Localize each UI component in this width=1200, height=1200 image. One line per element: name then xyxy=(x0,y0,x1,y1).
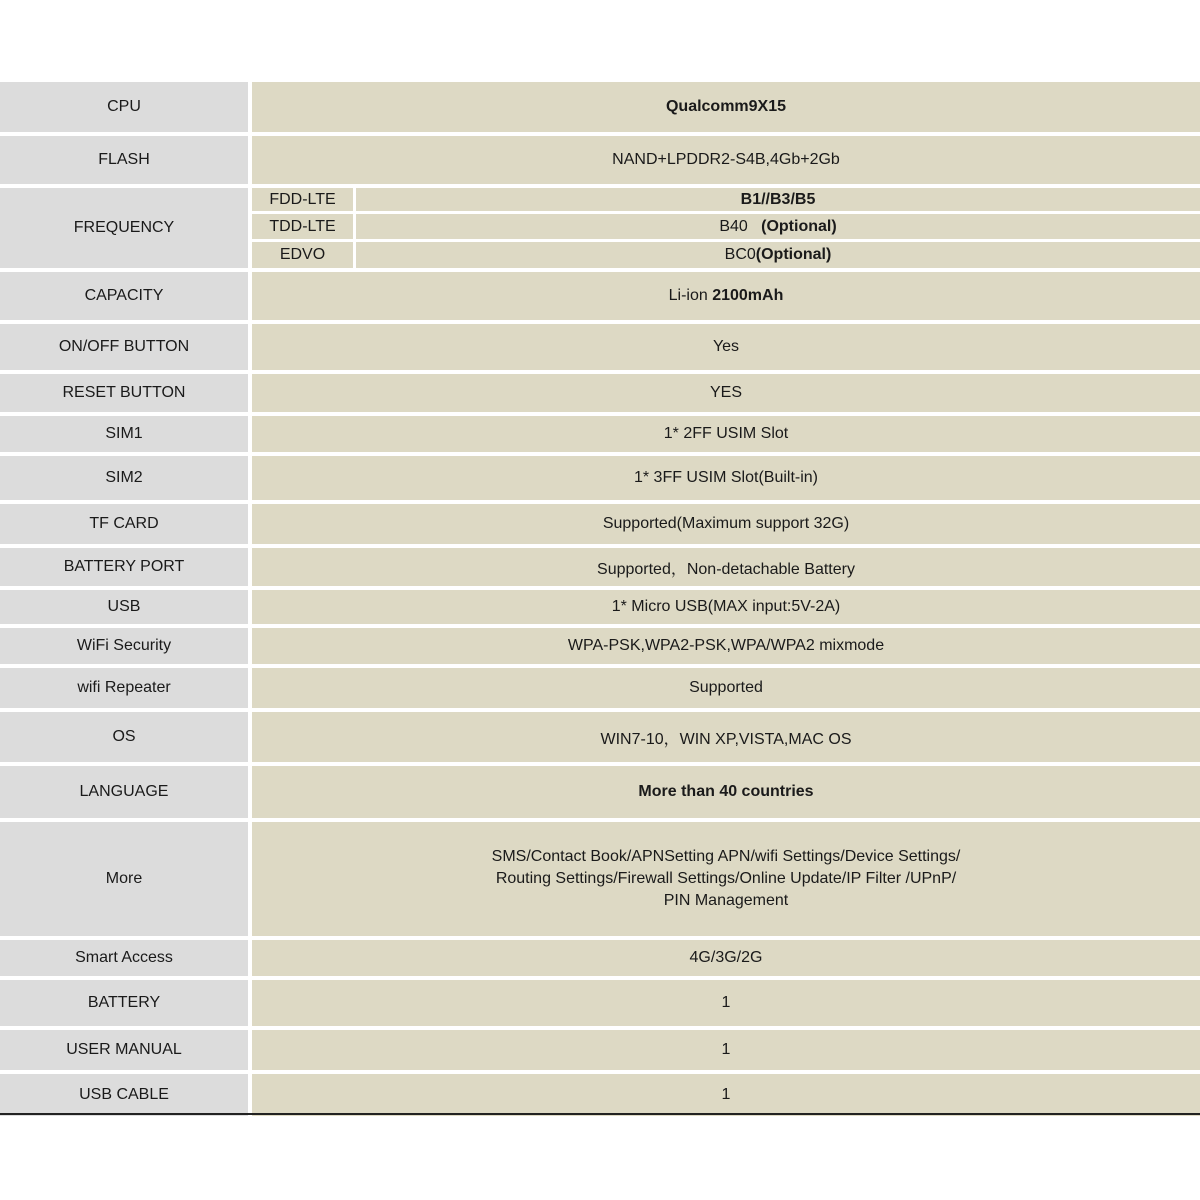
spec-row-sim2 xyxy=(0,456,1200,504)
spec-table xyxy=(0,82,1200,1116)
spec-row-usb-cable xyxy=(0,1074,1200,1116)
spec-value: Supported xyxy=(252,668,1200,712)
band-note: (Optional) xyxy=(761,217,837,235)
spec-value: Supported(Maximum support 32G) xyxy=(252,504,1200,548)
spec-value xyxy=(252,822,1200,940)
spec-label: Smart Access xyxy=(0,940,252,980)
spec-label: BATTERY xyxy=(0,980,252,1030)
spec-value: WIN7-10，WIN XP,VISTA,MAC OS xyxy=(252,712,1200,766)
frequency-bands xyxy=(252,188,1200,272)
spec-row-tf-card xyxy=(0,504,1200,548)
spec-label: USB CABLE xyxy=(0,1074,252,1116)
band-name: TDD-LTE xyxy=(252,214,356,242)
spec-label: ON/OFF BUTTON xyxy=(0,324,252,374)
spec-row-cpu xyxy=(0,82,1200,136)
spec-label: RESET BUTTON xyxy=(0,374,252,416)
band-name: FDD-LTE xyxy=(252,188,356,214)
band-value: BC0(Optional) xyxy=(356,242,1200,268)
spec-value: Yes xyxy=(252,324,1200,374)
spec-label: USER MANUAL xyxy=(0,1030,252,1074)
spec-row-battery-port xyxy=(0,548,1200,590)
spec-row-more xyxy=(0,822,1200,940)
spec-row-wifi-security xyxy=(0,628,1200,668)
spec-row-smart-access xyxy=(0,940,1200,980)
band-value: B40 (Optional) xyxy=(356,214,1200,242)
spec-row-usb xyxy=(0,590,1200,628)
more-line: PIN Management xyxy=(663,892,789,909)
spec-label: CPU xyxy=(0,82,252,136)
table-bottom-rule xyxy=(0,1113,1200,1115)
band-name: EDVO xyxy=(252,242,356,268)
spec-value: 1 xyxy=(252,980,1200,1030)
spec-value: Supported，Non-detachable Battery xyxy=(252,548,1200,590)
spec-row-language xyxy=(0,766,1200,822)
spec-value: YES xyxy=(252,374,1200,416)
spec-value: NAND+LPDDR2-S4B,4Gb+2Gb xyxy=(252,136,1200,188)
spec-value: WPA-PSK,WPA2-PSK,WPA/WPA2 mixmode xyxy=(252,628,1200,668)
spec-row-flash xyxy=(0,136,1200,188)
more-line: SMS/Contact Book/APNSetting APN/wifi Settings/Device Settings/ xyxy=(491,848,961,865)
spec-value: Qualcomm9X15 xyxy=(252,82,1200,136)
frequency-band-table xyxy=(252,188,1200,268)
spec-label: LANGUAGE xyxy=(0,766,252,822)
spec-row-os xyxy=(0,712,1200,766)
spec-label: SIM1 xyxy=(0,416,252,456)
spec-label: BATTERY PORT xyxy=(0,548,252,590)
spec-row-frequency xyxy=(0,188,1200,272)
spec-row-user-manual xyxy=(0,1030,1200,1074)
more-line: Routing Settings/Firewall Settings/Online Update/IP Filter /UPnP/ xyxy=(495,870,957,887)
spec-value: 1* Micro USB(MAX input:5V-2A) xyxy=(252,590,1200,628)
spec-label: OS xyxy=(0,712,252,766)
spec-row-onoff-button xyxy=(0,324,1200,374)
spec-label: TF CARD xyxy=(0,504,252,548)
spec-row-capacity xyxy=(0,272,1200,324)
spec-value: 1* 3FF USIM Slot(Built-in) xyxy=(252,456,1200,504)
spec-value: More than 40 countries xyxy=(252,766,1200,822)
band-value: B1//B3/B5 xyxy=(356,188,1200,214)
spec-row-battery xyxy=(0,980,1200,1030)
spec-value: 1 xyxy=(252,1074,1200,1116)
spec-label: More xyxy=(0,822,252,940)
spec-label: wifi Repeater xyxy=(0,668,252,712)
spec-value: 1* 2FF USIM Slot xyxy=(252,416,1200,456)
band-row xyxy=(252,214,1200,242)
spec-label: FLASH xyxy=(0,136,252,188)
spec-value: 4G/3G/2G xyxy=(252,940,1200,980)
spec-label: WiFi Security xyxy=(0,628,252,668)
spec-row-reset-button xyxy=(0,374,1200,416)
spec-label: FREQUENCY xyxy=(0,188,252,272)
spec-label: SIM2 xyxy=(0,456,252,504)
band-row xyxy=(252,242,1200,268)
band-row xyxy=(252,188,1200,214)
spec-label: CAPACITY xyxy=(0,272,252,324)
spec-row-sim1 xyxy=(0,416,1200,456)
spec-value: Li-ion 2100mAh xyxy=(252,272,1200,324)
spec-value: 1 xyxy=(252,1030,1200,1074)
spec-row-wifi-repeater xyxy=(0,668,1200,712)
band-note: (Optional) xyxy=(755,246,832,263)
spec-label: USB xyxy=(0,590,252,628)
